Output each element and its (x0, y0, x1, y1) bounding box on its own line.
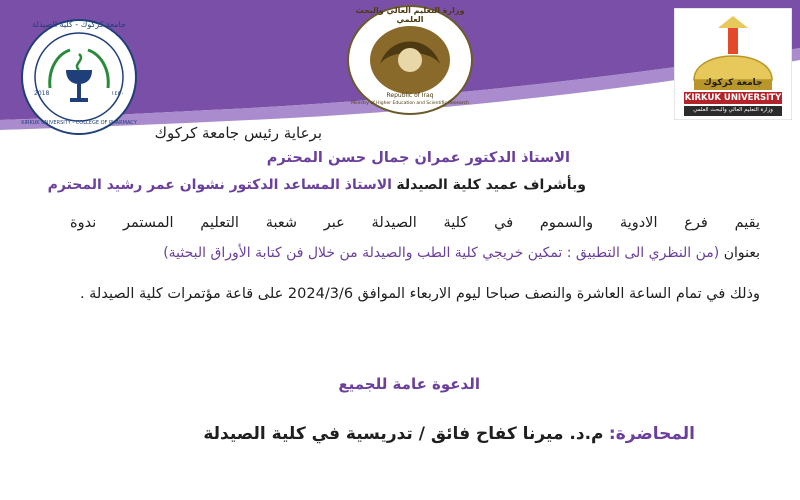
college-logo-text-top: جامعة كركوك - كلية الصيدلة (32, 20, 126, 29)
ministry-logo-text-ar: وزارة التعليم العالي والبحث العلمي (355, 6, 465, 24)
kirkuk-university-logo (674, 8, 792, 120)
supervision-line (48, 177, 586, 193)
lecturer-line (203, 424, 695, 444)
seminar-title: (من النظري الى التطبيق : تمكين خريجي كلية الطب والصيدلة من خلال فن كتابة الأوراق البحثية) (163, 245, 720, 261)
university-logo-text-en: KIRKUK UNIVERSITY (684, 93, 782, 103)
seminar-line: يقيم فرع الادوية والسموم في كلية الصيدلة عبر شعبة التعليم المستمر ندوة (70, 215, 760, 231)
college-logo-year-left: 2018 (34, 90, 50, 97)
ministry-logo (345, 4, 475, 119)
supervision-prefix: وبأشراف عميد كلية الصيدلة (396, 177, 586, 193)
college-logo-text-bottom: KIRKUK UNIVERSITY - COLLEGE OF PHARMACY (21, 120, 137, 126)
dean-name: الاستاذ المساعد الدكتور نشوان عمر رشيد المحترم (47, 177, 392, 193)
lecturer-name: م.د. ميرنا كفاح فائق / تدريسية في كلية الصيدلة (203, 424, 604, 444)
lecturer-label: المحاضرة: (608, 424, 695, 444)
college-of-pharmacy-logo (20, 18, 138, 136)
title-prefix: بعنوان (723, 245, 760, 261)
university-logo-text-bottom: وزارة التعليم العالي والبحث العلمي (693, 107, 773, 113)
general-invitation: الدعوة عامة للجميع (338, 375, 480, 393)
ministry-logo-text-en-2: Ministry of Higher Education and Scientific Research (351, 101, 469, 106)
ministry-logo-text-en-1: Republic of Iraq (386, 92, 434, 99)
college-logo-year-right: ١٤٤٠ (111, 90, 124, 97)
seminar-title-line (163, 245, 760, 261)
university-logo-text-ar: جامعة كركوك (703, 78, 763, 88)
university-president-name: الاستاذ الدكتور عمران جمال حسن المحترم (266, 150, 570, 166)
schedule-line: وذلك في تمام الساعة العاشرة والنصف صباحا ليوم الاربعاء الموافق 2024/3/6 على قاعة مؤتمرات كلية الصيدلة . (79, 286, 760, 302)
patronage-line: برعاية رئيس جامعة كركوك (154, 124, 322, 142)
